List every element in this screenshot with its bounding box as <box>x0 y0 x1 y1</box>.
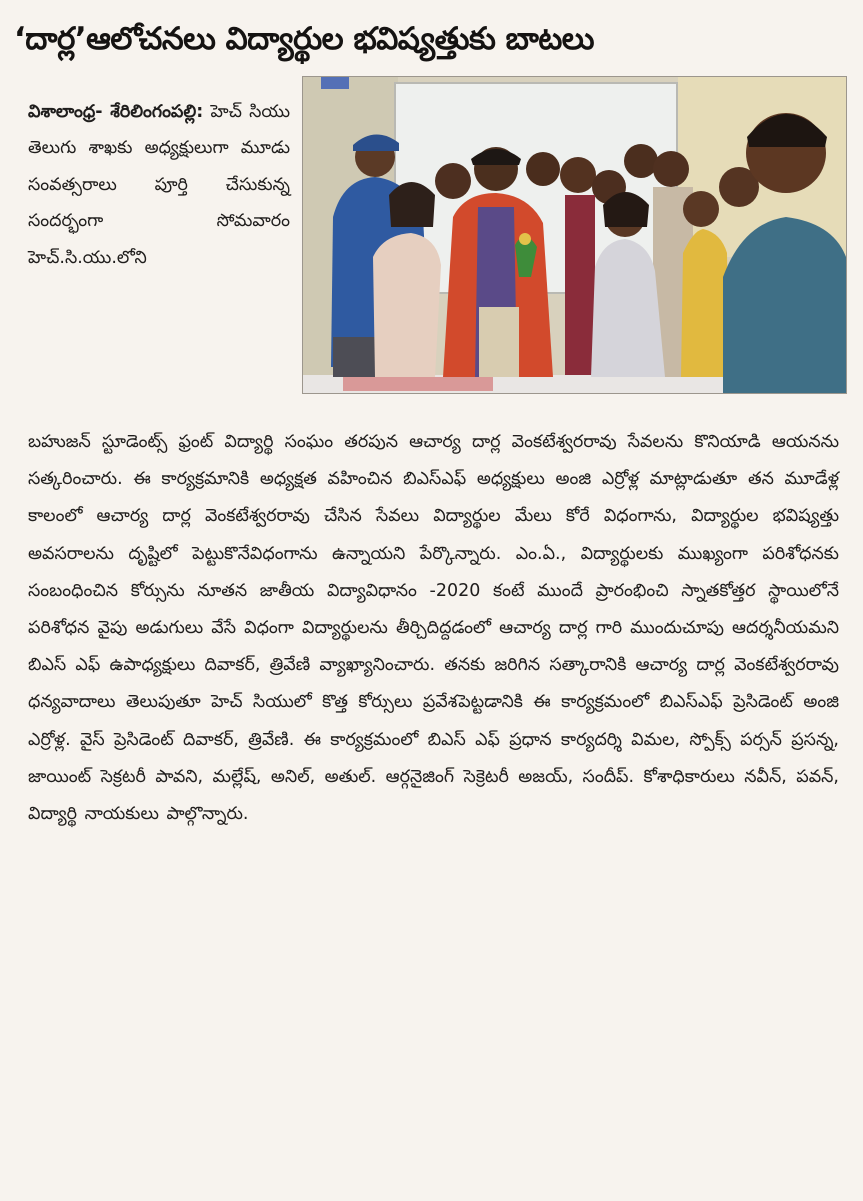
lead-text: హెచ్ సియు తెలుగు శాఖకు అధ్యక్షులుగా మూడు సంవత్సరాలు పూర్తి చేసుకున్న సందర్భంగా సోమవారం హెచ్.సి.యు.లోని <box>28 101 290 268</box>
news-photo <box>302 76 847 394</box>
headline: ‘దార్ల’ఆలోచనలు విద్యార్థుల భవిష్యత్తుకు బాటలు <box>14 21 595 57</box>
lead-section <box>14 76 849 424</box>
group-photo-illustration <box>303 77 846 393</box>
lead-paragraph <box>28 94 290 277</box>
dateline: విశాలాంధ్ర- శేరిలింగంపల్లి: <box>28 101 204 122</box>
body-paragraph: బహుజన్ స్టూడెంట్స్ ఫ్రంట్ విద్యార్థి సంఘం తరపున ఆచార్య దార్ల వెంకటేశ్వరరావు సేవలను కొనియాడి ఆయనను సత్కరించారు. ఈ కార్యక్రమానికి అధ్యక్షత వహించిన బిఎస్ఎఫ్ అధ్యక్షులు అంజి ఎర్రోళ్ల మాట్లాడుతూ తన మూడేళ్ల కాలంలో ఆచార్య దార్ల వెంకటేశ్వరరావు చేసిన సేవలు విద్యార్థుల మేలు కోరే విధంగాను, విద్యార్థుల భవిష్యత్తు అవసరాలను దృష్టిలో పెట్టుకొనేవిధంగాను ఉన్నాయని పేర్కొన్నారు. ఎం.ఏ., విద్యార్థులకు ముఖ్యంగా పరిశోధనకు సంబంధించిన కోర్సును నూతన జాతీయ విద్యావిధానం -2020 కంటే ముందే ప్రారంభించి స్నాతకోత్తర స్థాయిలోనే పరిశోధన వైపు అడుగులు వేసే విధంగా విద్యార్థులను తీర్చిదిద్దడంలో ఆచార్య దార్ల గారి ముందుచూపు ఆదర్శనీయమని బిఎస్ ఎఫ్ ఉపాధ్యక్షులు దివాకర్, త్రివేణి వ్యాఖ్యానించారు. తనకు జరిగిన సత్కారానికి ఆచార్య దార్ల వెంకటేశ్వరరావు ధన్యవాదాలు తెలుపుతూ హెచ్ సియులో కొత్త కోర్సులు ప్రవేశపెట్టడానికి ఈ కార్యక్రమంలో బిఎస్ఎఫ్ ప్రెసిడెంట్ అంజి ఎర్రోళ్ల. వైస్ ప్రెసిడెంట్ దివాకర్, త్రివేణి. ఈ కార్యక్రమంలో బిఎస్ ఎఫ్ ప్రధాన కార్యదర్శి విమల, స్పోక్స్ పర్సన్ ప్రసన్న, జాయింట్ సెక్రటరీ పావని, మల్లేష్, అనిల్, అతుల్. ఆర్గనైజింగ్ సెక్రెటరీ అజయ్, సందీప్. కోశాధికారులు నవీన్, పవన్, విద్యార్థి నాయకులు పాల్గొన్నారు. <box>28 432 839 825</box>
